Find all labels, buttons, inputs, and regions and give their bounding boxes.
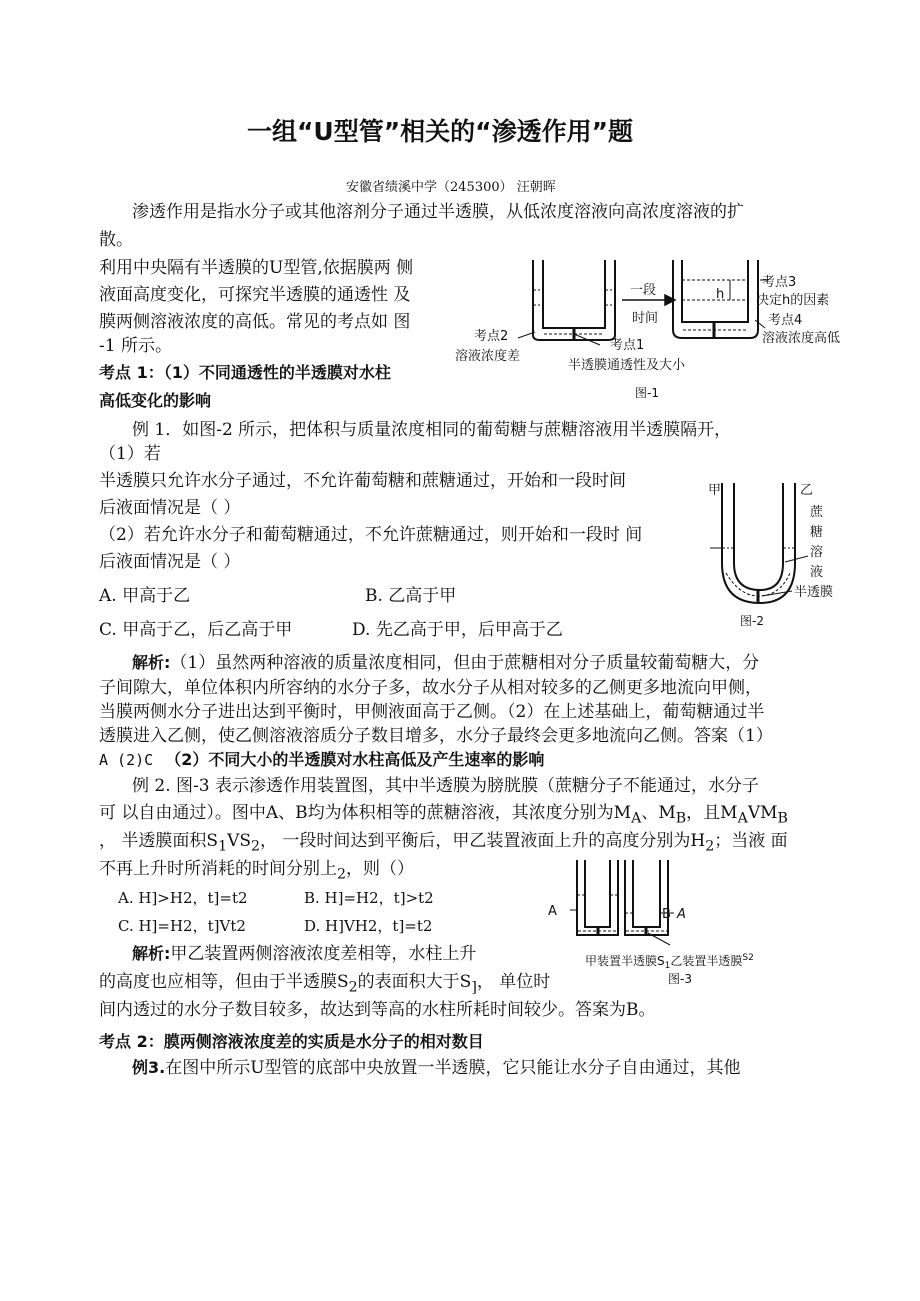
ana2-l2-b: 的表面积大于S [357, 972, 472, 992]
ex2-l2-sub-a2: A [737, 810, 748, 827]
ex2-line-1: 例 2. 图-3 表示渗透作用装置图，其中半透膜为膀胱膜（蔗糖分子不能通过，水分子 [132, 776, 759, 796]
point1-heading-2: 高低变化的影响 [99, 391, 212, 410]
ana1-line-4: 透膜进入乙侧，使乙侧溶液溶质分子数目增多，水分子最终会更多地流向乙侧。答案（1） [99, 726, 773, 746]
ex2-option-d: D. H]VH2，t]=t2 [304, 917, 433, 935]
figure-3 [540, 855, 805, 990]
ex2-l4-sub: 2 [337, 866, 347, 883]
fig2-label-membrane: 半透膜 [794, 585, 834, 600]
ex3-line-1 [132, 1056, 741, 1080]
ana2-line-3: 间内透过的水分子数目较多，故达到等高的水柱所耗时间较少。答案为B。 [99, 1000, 656, 1020]
ex1-line-3: 半透膜只允许水分子通过，不允许葡萄糖和蔗糖通过，开始和一段时间 [99, 471, 626, 491]
fig1-label-period: 一段 [630, 283, 657, 298]
figure-2 [700, 478, 860, 633]
ex2-l3-d: ；当液 面 [714, 831, 788, 851]
fig1-label-kd2: 考点2 [474, 329, 509, 344]
ex2-l2-a: 可 以自由通过）。图中A、B均为体积相等的蔗糖溶液，其浓度分别为M [99, 803, 632, 823]
ana1-line-2: 子间隙大，单位体积内所容纳的水分子多，故水分子从相对较多的乙侧更多地流向甲侧， [99, 678, 762, 698]
fig3-label-b: B [662, 907, 671, 922]
ex2-l3-sub-2: 2 [251, 838, 261, 855]
fig3-label-left: 甲装置半透膜$S_1$乙装置半透膜$^{S2}$ [585, 953, 754, 971]
ex2-option-b: B. H]=H2，t]>t2 [304, 889, 434, 907]
ex1-option-b: B. 乙高于甲 [365, 586, 457, 606]
fig3-tube-right [625, 860, 668, 935]
ana1-subheading: （2）不同大小的半透膜对水柱高低及产生速率的影响 [165, 750, 545, 769]
fig1-caption: 图-1 [635, 386, 659, 400]
fig3-caption: 图-3 [668, 972, 692, 986]
fig1-label-perm: 半透膜通透性及大小 [568, 358, 686, 373]
fig2-label-jia: 甲 [708, 483, 722, 498]
ex1-line-2: （1）若 [99, 444, 161, 464]
fig1-label-time: 时间 [632, 311, 659, 326]
page-title: 一组“U型管”相关的“渗透作用”题 [247, 117, 634, 146]
ana1-line-5 [99, 748, 544, 772]
ana2-l2-c: ， 单位时 [476, 972, 551, 992]
intro-line-2: 散。 [99, 230, 133, 250]
ana2-line-2 [99, 970, 550, 999]
ex2-l2-c: ，且M [686, 803, 738, 823]
ana2-text-1: 甲乙装置两侧溶液浓度差相等，水柱上升 [170, 944, 477, 964]
fig2-label-sugar-1: 蔗 [810, 505, 824, 520]
fig2-label-sugar-4: 液 [810, 565, 824, 580]
figure-1 [450, 250, 880, 405]
fig1-label-h: h [716, 287, 725, 302]
ana1-line-3: 当膜两侧水分子进出达到平衡时，甲侧液面高于乙侧。（2）在上述基础上，葡萄糖通过半 [99, 702, 765, 722]
ex2-l3-sub-1: 1 [218, 838, 228, 855]
ex2-l3-sub-3: 2 [705, 838, 715, 855]
ex2-l4-a: 不再上升时所消耗的时间分别上 [99, 859, 337, 879]
ana1-answer: A (2)C [99, 751, 154, 769]
fig2-label-yi: 乙 [800, 483, 814, 498]
ex2-l3-b: VS [227, 831, 252, 851]
ex2-line-4 [99, 857, 414, 886]
intro-line-1: 渗透作用是指水分子或其他溶剂分子通过半透膜，从低浓度溶液向高浓度溶液的扩 [132, 202, 744, 222]
para1-line-1: 利用中央隔有半透膜的U型管,依据膜两 侧 [99, 258, 414, 278]
point1-heading-1: 考点 1：（1）不同通透性的半透膜对水柱 [99, 363, 391, 382]
fig2-u-tube [722, 483, 795, 603]
ex1-line-6: 后液面情况是（ ） [99, 552, 241, 572]
ana1-text-1: （1）虽然两种溶液的质量浓度相同，但由于蔗糖相对分子质量较葡萄糖大，分 [170, 653, 760, 673]
ex2-l2-sub-b: B [675, 810, 687, 827]
ana1-head: 解析: [132, 653, 171, 672]
ana2-l2-sub: 2 [348, 979, 358, 996]
ex3-text: 在图中所示U型管的底部中央放置一半透膜，它只能让水分子自由通过，其他 [165, 1058, 741, 1078]
ex2-l2-sub-a: A [631, 810, 642, 827]
ex2-option-c: C. H]=H2，t]Vt2 [118, 917, 246, 935]
ex2-line-3 [99, 829, 788, 858]
fig1-label-kd3: 考点3 [762, 275, 797, 290]
fig2-label-sugar-3: 溶 [810, 545, 824, 560]
ana2-line-1 [132, 942, 476, 966]
ex2-l2-sub-b2: B [777, 810, 788, 827]
ex2-option-a: A. H]>H2，t]=t2 [118, 889, 248, 907]
ex1-line-4: 后液面情况是（ ） [99, 498, 241, 518]
para1-line-2: 液面高度变化，可探究半透膜的通透性 及 [99, 285, 411, 305]
ana2-head: 解析: [132, 944, 171, 963]
para1-line-3: 膜两侧溶液浓度的高低。常见的考点如 图 [99, 312, 411, 332]
ana2-l2-a: 的高度也应相等，但由于半透膜S [99, 972, 349, 992]
ex2-line-2 [99, 801, 788, 830]
fig1-label-kd1: 考点1 [610, 338, 645, 353]
fig1-label-conc-diff: 溶液浓度差 [455, 349, 521, 364]
ex2-l4-b: ，则（） [346, 859, 415, 879]
fig3-label-a2: A [677, 907, 686, 922]
fig2-caption: 图-2 [740, 614, 764, 628]
ex2-l2-b: 、M [641, 803, 676, 823]
ex1-line-1: 例 1．如图-2 所示，把体积与质量浓度相同的葡萄糖与蔗糖溶液用半透膜隔开， [132, 420, 732, 440]
para1-line-4: -1 所示。 [99, 336, 172, 356]
fig1-label-h-factor: 决定h的因素 [756, 293, 830, 308]
ex2-l2-d: VM [747, 803, 778, 823]
ex1-option-d: D. 先乙高于甲，后甲高于乙 [352, 620, 563, 640]
ex2-l3-c: ， 一段时间达到平衡后，甲乙装置液面上升的高度分别为H [260, 831, 706, 851]
fig1-tube-before [533, 260, 615, 340]
fig1-label-kd4: 考点4 [768, 313, 803, 328]
ex3-head: 例3. [132, 1058, 166, 1077]
fig1-label-conc-high: 溶液浓度高低 [762, 331, 841, 346]
ex1-option-a: A. 甲高于乙 [99, 586, 191, 606]
ex2-l3-a: ， 半透膜面积S [99, 831, 219, 851]
fig3-tube-left [577, 860, 618, 935]
ex1-option-c: C. 甲高于乙，后乙高于甲 [99, 620, 293, 640]
author-line: 安徽省绩溪中学（245300） 汪朝晖 [346, 180, 556, 195]
ana2-l2-sub2: ] [471, 979, 477, 996]
ana1-line-1 [132, 651, 759, 675]
ex1-line-5: （2）若允许水分子和葡萄糖通过，不允许蔗糖通过，则开始和一段时 间 [99, 525, 643, 545]
fig2-label-sugar-2: 糖 [810, 525, 824, 540]
point2-heading: 考点 2：膜两侧溶液浓度差的实质是水分子的相对数目 [99, 1032, 484, 1051]
fig3-label-a: A [548, 904, 557, 919]
